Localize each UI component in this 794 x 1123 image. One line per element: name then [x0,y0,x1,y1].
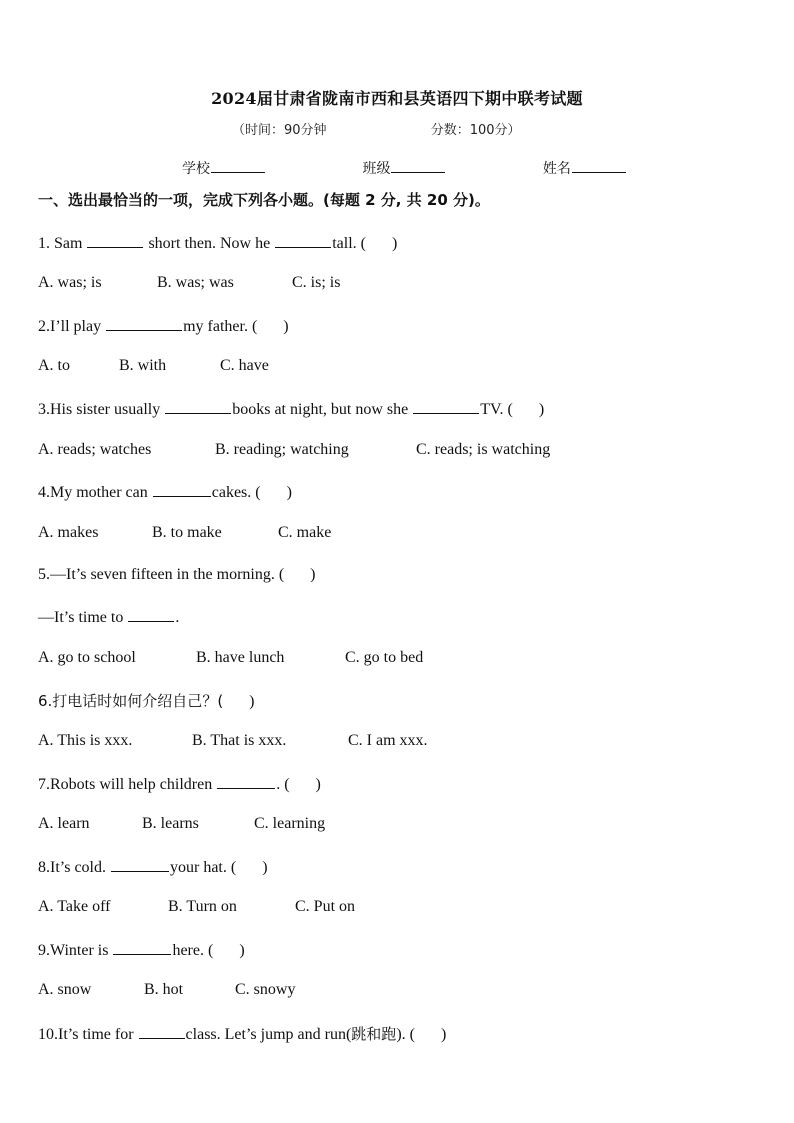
option-c[interactable]: C. is; is [292,274,341,291]
q1-options [38,274,340,292]
question-9 [38,940,245,960]
question-4 [38,482,292,502]
time-limit: （时间：90分钟 [232,123,327,138]
q3-text: 3.His sister usually [38,401,165,418]
q4-text: ) [286,484,292,501]
q9-text: here. ( [172,942,214,959]
option-b[interactable]: B. with [119,357,167,374]
option-a[interactable]: A. learn [38,815,90,832]
q10-text: 10.It’s time for [38,1026,138,1043]
q1-blank-2[interactable] [275,233,331,248]
q9-text: 9.Winter is [38,942,113,959]
option-a[interactable]: A. reads; watches [38,441,152,458]
q4-options [38,524,331,542]
q10-text: ). ( [396,1026,415,1043]
q5-text: —It’s time to [38,609,128,626]
q7-text: ) [315,776,321,793]
school-label: 学校 [182,161,210,177]
q3-blank-1[interactable] [165,399,231,414]
q1-text: short then. Now he [144,235,275,252]
option-a[interactable]: A. makes [38,524,99,541]
q10-text-cjk: 跳和跑 [351,1025,397,1043]
q10-text: class. Let’s jump and run( [185,1026,352,1043]
option-c[interactable]: C. snowy [235,981,296,998]
option-b[interactable]: B. learns [142,815,199,832]
school-blank[interactable] [211,160,265,173]
q2-text: my father. ( [183,318,258,335]
q10-blank[interactable] [139,1024,185,1039]
q8-text: your hat. ( [170,859,237,876]
class-label: 班级 [362,161,391,177]
class-blank[interactable] [391,160,445,173]
option-c[interactable]: C. reads; is watching [416,441,551,458]
option-a[interactable]: A. go to school [38,649,136,666]
student-fields [182,158,627,178]
q8-text: 8.It’s cold. [38,859,110,876]
q5-text: . [175,609,180,626]
q4-text: 4.My mother can [38,484,152,501]
q3-blank-2[interactable] [413,399,479,414]
q5-options [38,649,423,667]
section-heading: 一、选出最恰当的一项，完成下列各小题。(每题 2 分, 共 20 分)。 [38,191,490,209]
q8-blank[interactable] [111,857,169,872]
option-b[interactable]: B. was; was [157,274,234,291]
question-5-reply [38,607,179,627]
q7-text: . ( [276,776,290,793]
q1-text: 1. Sam [38,235,87,252]
q1-text: ) [391,235,398,252]
option-a[interactable]: A. snow [38,981,92,998]
option-b[interactable]: B. That is xxx. [192,732,287,749]
exam-meta [232,119,521,138]
school-field [182,158,266,178]
q1-text: tall. ( [332,235,366,252]
q6-options [38,732,428,750]
question-3 [38,399,544,419]
option-b[interactable]: B. have lunch [196,649,285,666]
class-field [362,158,446,178]
q8-text: ) [262,859,268,876]
q9-options [38,981,295,999]
q3-text: ) [538,401,545,418]
q5-text: 5.—It’s seven fifteen in the morning. ( [38,566,285,583]
q8-options [38,898,355,916]
q1-blank-1[interactable] [87,233,143,248]
option-c[interactable]: C. Put on [295,898,356,915]
option-c[interactable]: C. go to bed [345,649,424,666]
total-score: 分数：100分） [430,123,521,138]
q5-text: ) [310,566,316,583]
option-a[interactable]: A. This is xxx. [38,732,133,749]
question-7 [38,774,321,794]
q10-text: ) [440,1026,447,1043]
question-5 [38,566,316,584]
option-c[interactable]: C. I am xxx. [348,732,428,749]
q9-text: ) [239,942,245,959]
question-10 [38,1023,446,1044]
q5-blank[interactable] [128,607,174,622]
page-title: 2024届甘肃省陇南市西和县英语四下期中联考试题 [211,89,583,108]
name-field [543,158,627,178]
question-8 [38,857,268,877]
q4-blank[interactable] [153,482,211,497]
q2-text: 2.I’ll play [38,318,106,335]
question-1 [38,233,397,253]
q7-blank[interactable] [217,774,275,789]
q7-options [38,815,325,833]
q4-text: cakes. ( [211,484,261,501]
name-label: 姓名 [542,161,571,177]
q6-text: ) [249,693,255,710]
q2-options [38,357,269,375]
option-b[interactable]: B. Turn on [168,898,237,915]
option-c[interactable]: C. make [278,524,332,541]
question-2 [38,316,289,336]
option-a[interactable]: A. was; is [38,274,102,291]
option-a[interactable]: A. to [38,357,70,374]
name-blank[interactable] [572,160,626,173]
option-a[interactable]: A. Take off [38,898,111,915]
option-c[interactable]: C. have [220,357,269,374]
option-b[interactable]: B. to make [152,524,222,541]
option-c[interactable]: C. learning [254,815,326,832]
q2-text: ) [283,318,289,335]
q3-text: TV. ( [480,401,513,418]
q9-blank[interactable] [113,940,171,955]
q3-text: books at night, but now she [232,401,413,418]
q3-options [38,441,550,459]
q7-text: 7.Robots will help children [38,776,217,793]
option-b[interactable]: B. reading; watching [215,441,349,458]
q6-text: 6.打电话时如何介绍自己？( [38,692,224,710]
option-b[interactable]: B. hot [144,981,184,998]
q2-blank[interactable] [106,316,182,331]
question-6 [38,690,255,711]
